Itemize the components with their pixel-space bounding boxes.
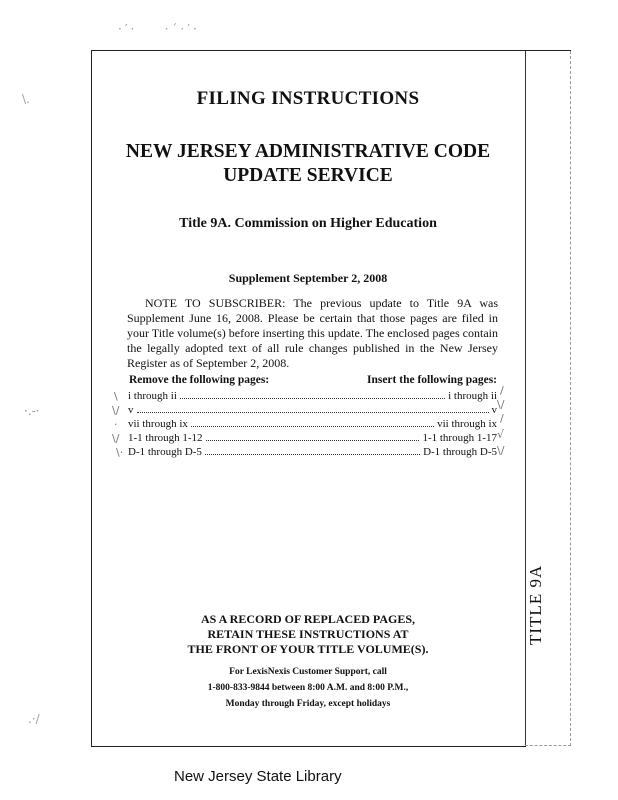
tab-bottom-edge [525, 745, 571, 746]
table-row [128, 402, 497, 416]
remove-pages-header: Remove the following pages: [129, 374, 270, 386]
scan-smudge: ·′· ·´·′· [118, 22, 200, 36]
table-row [128, 430, 497, 444]
check-mark-icon: \/ [112, 432, 120, 445]
insert-range: vii through ix [437, 418, 497, 430]
library-stamp: New Jersey State Library [174, 768, 342, 785]
title-tab-label: TITLE 9A [526, 564, 545, 645]
support-line3: Monday through Friday, except holidays [225, 699, 391, 709]
supplement-date: Supplement September 2, 2008 [228, 271, 388, 285]
remove-range: 1-1 through 1-12 [128, 432, 203, 444]
code-name-line2: UPDATE SERVICE [223, 165, 393, 186]
insert-pages-header: Insert the following pages: [366, 374, 497, 386]
record-notice-line1: AS A RECORD OF REPLACED PAGES, [200, 612, 416, 626]
check-mark-icon: / [500, 384, 504, 397]
dot-leader [180, 398, 445, 399]
check-mark-icon: \/ [497, 398, 505, 411]
remove-range: v [128, 404, 134, 416]
remove-range: i through ii [128, 390, 177, 402]
insert-range: v [491, 404, 497, 416]
insert-range: 1-1 through 1-17 [422, 432, 497, 444]
code-name-line1: NEW JERSEY ADMINISTRATIVE CODE [125, 141, 491, 162]
remove-range: D-1 through D-5 [128, 446, 202, 458]
tab-right-edge [570, 51, 571, 746]
support-line1: For LexisNexis Customer Support, call [229, 667, 387, 677]
dot-leader [205, 454, 420, 455]
check-mark-icon: \/ [497, 444, 505, 457]
remove-range: vii through ix [128, 418, 188, 430]
support-line2: 1-800-833-9844 between 8:00 A.M. and 8:00 P.M., [207, 683, 409, 693]
insert-range: D-1 through D-5 [423, 446, 497, 458]
scan-tick-mark: .·/ [28, 712, 40, 726]
insert-range: i through ii [448, 390, 497, 402]
table-row [128, 444, 497, 458]
scan-tick-mark: \. [22, 92, 30, 106]
check-mark-icon: \· [116, 446, 124, 459]
page-title: FILING INSTRUCTIONS [196, 88, 420, 109]
dot-leader [191, 426, 434, 427]
table-row [128, 388, 497, 402]
record-notice-line3: THE FRONT OF YOUR TITLE VOLUME(S). [187, 642, 429, 656]
table-row [128, 416, 497, 430]
subscriber-note: NOTE TO SUBSCRIBER: The previous update to Title 9A was Supplement June 16, 2008. Please be certain that those pages are filed in your Title volume(s) before inserting this update. The enclosed pages contain the legally adopted text of all rule changes published in the New Jersey Register as of September 2, 2008. [127, 296, 498, 370]
dot-leader [137, 412, 489, 413]
check-mark-icon: · [114, 418, 118, 431]
scan-tick-mark: ·.-· [24, 404, 40, 418]
pages-table-header [129, 374, 497, 386]
title-heading: Title 9A. Commission on Higher Education [179, 216, 437, 231]
check-mark-icon: \ [114, 390, 118, 403]
check-mark-icon: √ [497, 428, 505, 441]
check-mark-icon: \/ [112, 404, 120, 417]
dot-leader [206, 440, 420, 441]
check-mark-icon: / [500, 412, 504, 425]
record-notice-line2: RETAIN THESE INSTRUCTIONS AT [207, 627, 409, 641]
